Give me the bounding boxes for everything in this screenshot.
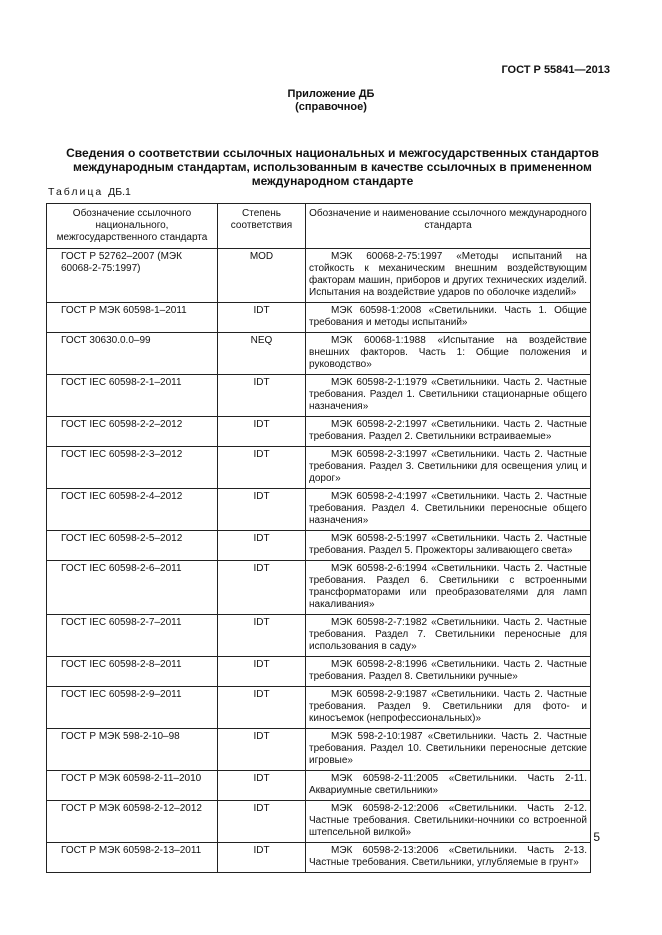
annex-heading [0, 88, 662, 114]
table-row [47, 801, 591, 843]
cell-degree: IDT [218, 375, 306, 417]
annex-subtitle: (справочное) [295, 101, 367, 113]
table-row [47, 687, 591, 729]
cell-standard: ГОСТ IEC 60598-2-2–2012 [47, 417, 218, 447]
cell-international: МЭК 60598-2-7:1982 «Светильники. Часть 2. Частные требования. Раздел 7. Светильники переносные для использования в саду» [306, 615, 591, 657]
cell-degree: IDT [218, 843, 306, 873]
cell-degree: IDT [218, 801, 306, 843]
cell-international: МЭК 60598-2-3:1997 «Светильники. Часть 2. Частные требования. Раздел 3. Светильники для освещения улиц и дорог» [306, 447, 591, 489]
cell-standard: ГОСТ 30630.0.0–99 [47, 333, 218, 375]
cell-international: МЭК 60598-2-11:2005 «Светильники. Часть 2-11. Аквариумные светильники» [306, 771, 591, 801]
table-header-row [47, 204, 591, 249]
cell-standard: ГОСТ Р МЭК 60598-2-11–2010 [47, 771, 218, 801]
cell-standard: ГОСТ IEC 60598-2-3–2012 [47, 447, 218, 489]
table-row [47, 531, 591, 561]
table-label-word: Таблица [48, 186, 104, 198]
document-code: ГОСТ Р 55841—2013 [501, 64, 610, 76]
table-row [47, 303, 591, 333]
cell-standard: ГОСТ IEC 60598-2-7–2011 [47, 615, 218, 657]
table-row [47, 615, 591, 657]
cell-standard: ГОСТ IEC 60598-2-9–2011 [47, 687, 218, 729]
table-row [47, 657, 591, 687]
table-row [47, 333, 591, 375]
cell-international: МЭК 60598-2-6:1994 «Светильники. Часть 2. Частные требования. Раздел 6. Светильники с встроенными трансформаторами или преобразователями для ламп накаливания» [306, 561, 591, 615]
table-row [47, 249, 591, 303]
correspondence-table [46, 203, 591, 873]
cell-standard: ГОСТ IEC 60598-2-5–2012 [47, 531, 218, 561]
cell-degree: IDT [218, 303, 306, 333]
cell-international: МЭК 60598-1:2008 «Светильники. Часть 1. Общие требования и методы испытаний» [306, 303, 591, 333]
cell-standard: ГОСТ Р МЭК 60598-1–2011 [47, 303, 218, 333]
cell-standard: ГОСТ IEC 60598-2-8–2011 [47, 657, 218, 687]
cell-international: МЭК 60598-2-1:1979 «Светильники. Часть 2. Частные требования. Раздел 1. Светильники стационарные общего назначения» [306, 375, 591, 417]
cell-international: МЭК 60598-2-12:2006 «Светильники. Часть 2-12. Частные требования. Светильники-ночники со встроенной штепсельной вилкой» [306, 801, 591, 843]
cell-degree: IDT [218, 531, 306, 561]
cell-degree: IDT [218, 489, 306, 531]
cell-degree: IDT [218, 729, 306, 771]
cell-degree: IDT [218, 657, 306, 687]
cell-international: МЭК 60598-2-4:1997 «Светильники. Часть 2. Частные требования. Раздел 4. Светильники переносные общего назначения» [306, 489, 591, 531]
cell-degree: MOD [218, 249, 306, 303]
cell-international: МЭК 60598-2-9:1987 «Светильники. Часть 2. Частные требования. Раздел 9. Светильники для фото- и киносъемок (непрофессиональных)» [306, 687, 591, 729]
cell-degree: IDT [218, 771, 306, 801]
cell-standard: ГОСТ Р МЭК 60598-2-13–2011 [47, 843, 218, 873]
table-row [47, 843, 591, 873]
table-row [47, 375, 591, 417]
cell-standard: ГОСТ IEC 60598-2-4–2012 [47, 489, 218, 531]
table-row [47, 561, 591, 615]
cell-degree: IDT [218, 561, 306, 615]
cell-degree: IDT [218, 615, 306, 657]
cell-international: МЭК 60598-2-8:1996 «Светильники. Часть 2. Частные требования. Раздел 8. Светильники ручные» [306, 657, 591, 687]
cell-international: МЭК 60598-2-13:2006 «Светильники. Часть 2-13. Частные требования. Светильники, углубляемые в грунт» [306, 843, 591, 873]
cell-degree: NEQ [218, 333, 306, 375]
table-row [47, 771, 591, 801]
cell-international: МЭК 60068-2-75:1997 «Методы испытаний на стойкость к механическим внешним воздействующим факторам машин, приборов и других технических изделий. Испытания на воздействие ударов по оболочке изделий» [306, 249, 591, 303]
cell-standard: ГОСТ Р 52762–2007 (МЭК 60068-2-75:1997) [47, 249, 218, 303]
annex-title: Приложение ДБ [287, 88, 375, 100]
cell-international: МЭК 598-2-10:1987 «Светильники. Часть 2. Частные требования. Раздел 10. Светильники переносные детские игровые» [306, 729, 591, 771]
column-header-standard: Обозначение ссылочного национального, межгосударственного стандарта [47, 204, 218, 249]
table-label [48, 186, 131, 198]
cell-international: МЭК 60068-1:1988 «Испытание на воздействие внешних факторов. Часть 1: Общие положения и руководство» [306, 333, 591, 375]
table-row [47, 417, 591, 447]
column-header-international: Обозначение и наименование ссылочного международного стандарта [306, 204, 591, 249]
cell-standard: ГОСТ Р МЭК 60598-2-12–2012 [47, 801, 218, 843]
table-row [47, 489, 591, 531]
table-body [47, 249, 591, 873]
cell-international: МЭК 60598-2-5:1997 «Светильники. Часть 2. Частные требования. Раздел 5. Прожекторы заливающего света» [306, 531, 591, 561]
cell-degree: IDT [218, 417, 306, 447]
cell-standard: ГОСТ IEC 60598-2-6–2011 [47, 561, 218, 615]
cell-degree: IDT [218, 447, 306, 489]
table-row [47, 729, 591, 771]
table-row [47, 447, 591, 489]
cell-degree: IDT [218, 687, 306, 729]
cell-standard: ГОСТ IEC 60598-2-1–2011 [47, 375, 218, 417]
cell-international: МЭК 60598-2-2:1997 «Светильники. Часть 2. Частные требования. Раздел 2. Светильники встраиваемые» [306, 417, 591, 447]
page-number: 5 [593, 830, 600, 844]
cell-standard: ГОСТ Р МЭК 598-2-10–98 [47, 729, 218, 771]
table-label-number: ДБ.1 [108, 186, 131, 198]
section-title: Сведения о соответствии ссылочных национальных и межгосударственных стандартов международным стандартам, использованным в качестве ссылочных в примененном международном стандарте [66, 146, 599, 188]
column-header-degree: Степень соответствия [218, 204, 306, 249]
